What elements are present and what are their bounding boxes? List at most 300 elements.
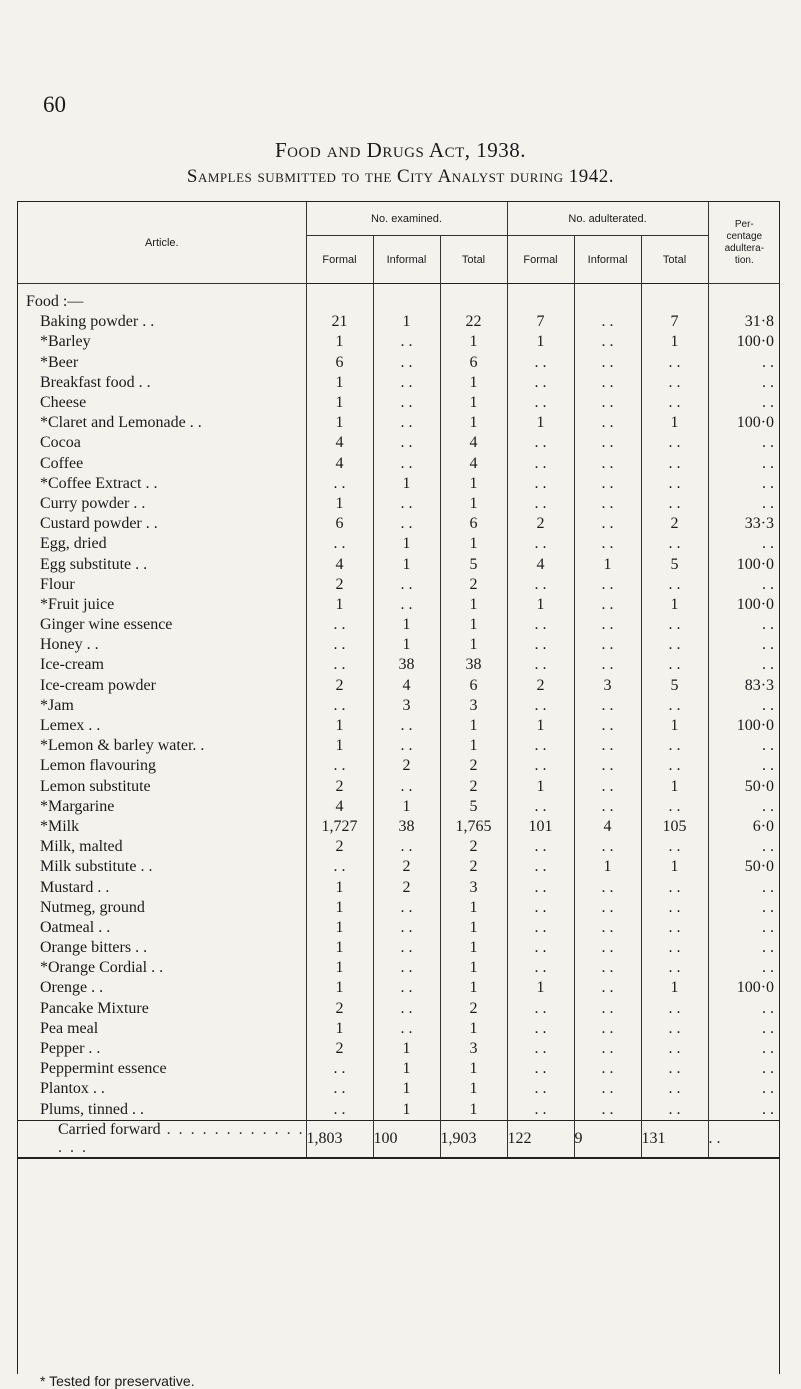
row-ad-formal: . .: [507, 655, 574, 675]
row-ex-informal: 1: [373, 797, 440, 817]
table-row: [18, 676, 780, 696]
row-ex-total: 1: [440, 393, 507, 413]
total-ex-total: 1,903: [440, 1120, 507, 1158]
header-adulterated-total: Total: [641, 236, 708, 284]
row-article: Honey . .: [18, 635, 306, 655]
row-ad-informal: . .: [574, 999, 641, 1019]
row-article: Lemex . .: [18, 716, 306, 736]
section-row: [18, 284, 780, 313]
row-ex-formal: . .: [306, 1079, 373, 1099]
row-ad-formal: . .: [507, 635, 574, 655]
row-percentage: . .: [762, 373, 775, 391]
row-ad-formal: 1: [507, 978, 574, 998]
row-ad-total: 5: [641, 554, 708, 574]
table-row: [18, 837, 780, 857]
row-ad-informal: . .: [574, 958, 641, 978]
row-ad-informal: . .: [574, 413, 641, 433]
row-percentage: . .: [762, 797, 775, 815]
row-ad-total: . .: [641, 1019, 708, 1039]
row-article: *Claret and Lemonade . .: [18, 413, 306, 433]
row-ex-formal: 1: [306, 373, 373, 393]
row-article: Orange bitters . .: [18, 938, 306, 958]
row-ad-informal: . .: [574, 716, 641, 736]
row-ex-total: 4: [440, 454, 507, 474]
header-percentage-line: tion.: [734, 254, 754, 266]
row-percentage: . .: [762, 1100, 775, 1118]
row-ad-informal: . .: [574, 938, 641, 958]
row-ex-informal: . .: [373, 575, 440, 595]
row-ex-informal: . .: [373, 978, 440, 998]
row-ad-informal: . .: [574, 898, 641, 918]
row-ad-total: . .: [641, 474, 708, 494]
row-ad-informal: . .: [574, 756, 641, 776]
row-percentage: . .: [762, 494, 775, 512]
row-ex-informal: 1: [373, 474, 440, 494]
row-ex-formal: 2: [306, 1039, 373, 1059]
row-ad-total: . .: [641, 918, 708, 938]
header-percentage-line: centage: [726, 230, 763, 242]
row-ex-total: 1,765: [440, 817, 507, 837]
table-row: [18, 655, 780, 675]
table-row: [18, 312, 780, 332]
row-article: Plums, tinned . .: [18, 1100, 306, 1121]
row-ad-informal: . .: [574, 494, 641, 514]
table-row: [18, 999, 780, 1019]
row-article: Pancake Mixture: [18, 999, 306, 1019]
row-ex-informal: . .: [373, 454, 440, 474]
row-ex-formal: 6: [306, 514, 373, 534]
row-ex-total: 1: [440, 494, 507, 514]
row-ad-informal: . .: [574, 474, 641, 494]
row-ad-informal: . .: [574, 736, 641, 756]
row-ex-informal: 2: [373, 877, 440, 897]
table-row: [18, 777, 780, 797]
row-ex-formal: 4: [306, 433, 373, 453]
row-ex-informal: 1: [373, 534, 440, 554]
row-ex-formal: 1: [306, 1019, 373, 1039]
table-row: [18, 1059, 780, 1079]
row-ad-total: . .: [641, 1039, 708, 1059]
row-article: Plantox . .: [18, 1079, 306, 1099]
row-ad-total: 1: [641, 413, 708, 433]
row-ad-informal: . .: [574, 1079, 641, 1099]
row-ex-informal: . .: [373, 373, 440, 393]
row-ex-informal: . .: [373, 393, 440, 413]
table-row: [18, 1039, 780, 1059]
table-row: [18, 474, 780, 494]
table-row: [18, 716, 780, 736]
row-percentage: . .: [762, 636, 775, 654]
row-article: Milk substitute . .: [18, 857, 306, 877]
row-ad-total: . .: [641, 373, 708, 393]
row-ex-formal: 1: [306, 716, 373, 736]
row-ad-informal: . .: [574, 615, 641, 635]
row-ex-total: 1: [440, 736, 507, 756]
table-row: [18, 898, 780, 918]
row-ad-informal: . .: [574, 312, 641, 332]
row-ad-formal: . .: [507, 575, 574, 595]
table-row: [18, 877, 780, 897]
row-article: Custard powder . .: [18, 514, 306, 534]
row-ex-total: 5: [440, 554, 507, 574]
header-examined-informal: Informal: [373, 236, 440, 284]
row-ex-informal: 38: [373, 655, 440, 675]
row-article: Orenge . .: [18, 978, 306, 998]
row-ad-formal: . .: [507, 615, 574, 635]
row-ad-total: . .: [641, 494, 708, 514]
row-ad-total: . .: [641, 1059, 708, 1079]
row-article: Baking powder . .: [18, 312, 306, 332]
row-ad-total: . .: [641, 898, 708, 918]
header-examined: No. examined.: [306, 202, 507, 236]
row-ad-total: . .: [641, 797, 708, 817]
row-ex-formal: 1: [306, 898, 373, 918]
row-ad-formal: . .: [507, 1100, 574, 1121]
row-ad-formal: . .: [507, 1039, 574, 1059]
row-ex-total: 1: [440, 534, 507, 554]
row-article: *Lemon & barley water. .: [18, 736, 306, 756]
row-ex-informal: . .: [373, 938, 440, 958]
row-article: Ice-cream: [18, 655, 306, 675]
row-ex-informal: 1: [373, 1100, 440, 1121]
row-ad-total: . .: [641, 393, 708, 413]
row-percentage: . .: [762, 838, 775, 856]
row-ex-formal: 1: [306, 494, 373, 514]
row-ad-formal: . .: [507, 393, 574, 413]
row-article: *Jam: [18, 696, 306, 716]
table-row: [18, 554, 780, 574]
total-ad-formal: 122: [507, 1120, 574, 1158]
row-ad-total: . .: [641, 837, 708, 857]
total-ex-informal: 100: [373, 1120, 440, 1158]
row-article: Ice-cream powder: [18, 676, 306, 696]
row-ad-informal: . .: [574, 373, 641, 393]
row-ex-formal: 21: [306, 312, 373, 332]
row-ex-total: 6: [440, 676, 507, 696]
row-ex-total: 38: [440, 655, 507, 675]
row-article: Ginger wine essence: [18, 615, 306, 635]
row-ex-formal: 1: [306, 413, 373, 433]
table-row: [18, 797, 780, 817]
row-article: Nutmeg, ground: [18, 898, 306, 918]
table-row: [18, 1019, 780, 1039]
row-ex-formal: 1: [306, 595, 373, 615]
header-adulterated-informal: Informal: [574, 236, 641, 284]
row-ex-formal: 2: [306, 999, 373, 1019]
row-ad-total: 1: [641, 716, 708, 736]
row-article: Cheese: [18, 393, 306, 413]
row-percentage: . .: [762, 616, 775, 634]
row-ad-total: . .: [641, 534, 708, 554]
row-ad-informal: . .: [574, 353, 641, 373]
table-row: [18, 353, 780, 373]
row-article: *Coffee Extract . .: [18, 474, 306, 494]
row-ex-informal: . .: [373, 494, 440, 514]
row-ex-total: 1: [440, 1059, 507, 1079]
row-ad-formal: . .: [507, 433, 574, 453]
row-ad-total: . .: [641, 696, 708, 716]
row-ad-informal: . .: [574, 655, 641, 675]
row-ad-total: . .: [641, 454, 708, 474]
carried-forward-row: [18, 1120, 780, 1158]
row-percentage: 100·0: [736, 555, 775, 573]
row-article: *Beer: [18, 353, 306, 373]
table-row: [18, 918, 780, 938]
row-percentage: 100·0: [736, 414, 775, 432]
row-ad-informal: . .: [574, 393, 641, 413]
row-ex-informal: . .: [373, 777, 440, 797]
row-ex-total: 3: [440, 877, 507, 897]
table-row: [18, 696, 780, 716]
row-ex-total: 1: [440, 918, 507, 938]
row-percentage: . .: [762, 696, 775, 714]
row-ex-formal: 1: [306, 877, 373, 897]
row-ad-informal: . .: [574, 877, 641, 897]
page-number: 60: [43, 92, 66, 117]
row-ex-informal: 3: [373, 696, 440, 716]
row-ex-informal: . .: [373, 736, 440, 756]
row-ad-formal: 2: [507, 514, 574, 534]
table-row: [18, 736, 780, 756]
row-ad-total: . .: [641, 635, 708, 655]
table-row: [18, 958, 780, 978]
row-ad-formal: . .: [507, 534, 574, 554]
row-ad-formal: . .: [507, 857, 574, 877]
row-ad-informal: . .: [574, 1039, 641, 1059]
row-ad-formal: . .: [507, 1059, 574, 1079]
row-ad-informal: . .: [574, 777, 641, 797]
row-ad-total: 1: [641, 332, 708, 352]
row-ex-formal: . .: [306, 857, 373, 877]
table-row: [18, 332, 780, 352]
row-percentage: 31·8: [744, 313, 775, 331]
row-ad-informal: . .: [574, 332, 641, 352]
table-row: [18, 1079, 780, 1099]
row-percentage: . .: [762, 454, 775, 472]
row-ex-informal: . .: [373, 413, 440, 433]
row-percentage: . .: [762, 1040, 775, 1058]
row-ex-formal: 4: [306, 797, 373, 817]
row-ad-formal: . .: [507, 696, 574, 716]
row-article: Milk, malted: [18, 837, 306, 857]
row-ad-formal: . .: [507, 999, 574, 1019]
row-ex-formal: 2: [306, 676, 373, 696]
row-ad-informal: . .: [574, 837, 641, 857]
row-ex-informal: 1: [373, 1059, 440, 1079]
row-ad-total: . .: [641, 1100, 708, 1121]
row-ad-formal: 2: [507, 676, 574, 696]
row-ad-informal: . .: [574, 918, 641, 938]
row-article: Cocoa: [18, 433, 306, 453]
row-ad-total: . .: [641, 1079, 708, 1099]
row-percentage: . .: [762, 535, 775, 553]
row-article: *Barley: [18, 332, 306, 352]
row-ad-informal: . .: [574, 635, 641, 655]
header-adulterated-formal: Formal: [507, 236, 574, 284]
row-ad-formal: 101: [507, 817, 574, 837]
table-row: [18, 615, 780, 635]
row-article: Curry powder . .: [18, 494, 306, 514]
row-ex-formal: . .: [306, 1059, 373, 1079]
row-ad-informal: . .: [574, 1059, 641, 1079]
row-percentage: . .: [762, 1080, 775, 1098]
row-ad-total: 1: [641, 978, 708, 998]
row-article: Lemon flavouring: [18, 756, 306, 776]
row-ex-total: 3: [440, 1039, 507, 1059]
row-ex-formal: . .: [306, 474, 373, 494]
row-percentage: 50·0: [744, 777, 775, 795]
row-ex-formal: 1: [306, 978, 373, 998]
row-ad-total: . .: [641, 615, 708, 635]
row-ex-formal: . .: [306, 655, 373, 675]
row-percentage: 6·0: [752, 817, 775, 835]
row-ex-informal: . .: [373, 332, 440, 352]
row-ex-total: 1: [440, 1019, 507, 1039]
row-ex-total: 1: [440, 413, 507, 433]
row-ex-formal: 1: [306, 958, 373, 978]
row-ex-total: 2: [440, 999, 507, 1019]
header-percentage: [708, 202, 780, 284]
row-percentage: 100·0: [736, 595, 775, 613]
total-ad-total: 131: [641, 1120, 708, 1158]
row-ex-informal: . .: [373, 433, 440, 453]
row-ad-informal: . .: [574, 1019, 641, 1039]
row-ex-informal: 2: [373, 857, 440, 877]
row-percentage: 83·3: [744, 676, 775, 694]
row-ad-total: . .: [641, 655, 708, 675]
table-row: [18, 817, 780, 837]
row-ex-total: 1: [440, 938, 507, 958]
table-row: [18, 756, 780, 776]
row-ad-total: . .: [641, 756, 708, 776]
row-article: Lemon substitute: [18, 777, 306, 797]
row-ex-informal: 2: [373, 756, 440, 776]
row-ad-formal: . .: [507, 898, 574, 918]
row-percentage: . .: [762, 939, 775, 957]
row-percentage: . .: [762, 918, 775, 936]
table-row: [18, 575, 780, 595]
row-ex-informal: 38: [373, 817, 440, 837]
row-ad-total: 1: [641, 857, 708, 877]
row-article: Coffee: [18, 454, 306, 474]
row-ad-formal: . .: [507, 736, 574, 756]
header-percentage-line: Per-: [734, 218, 754, 230]
row-percentage: . .: [762, 575, 775, 593]
row-ad-total: 2: [641, 514, 708, 534]
row-ex-informal: . .: [373, 1019, 440, 1039]
row-ad-formal: . .: [507, 837, 574, 857]
row-percentage: . .: [762, 898, 775, 916]
row-ex-total: 1: [440, 1079, 507, 1099]
row-percentage: . .: [762, 1019, 775, 1037]
row-ex-informal: . .: [373, 837, 440, 857]
row-ex-total: 1: [440, 332, 507, 352]
row-ex-total: 1: [440, 474, 507, 494]
row-ad-total: 5: [641, 676, 708, 696]
table-row: [18, 454, 780, 474]
row-ex-formal: 4: [306, 454, 373, 474]
row-ad-formal: . .: [507, 494, 574, 514]
row-percentage: 100·0: [736, 333, 775, 351]
row-ad-total: . .: [641, 958, 708, 978]
table-body: [18, 284, 780, 1121]
row-ad-informal: . .: [574, 595, 641, 615]
row-ad-total: . .: [641, 877, 708, 897]
row-ad-formal: . .: [507, 353, 574, 373]
table-row: [18, 413, 780, 433]
row-ex-total: 1: [440, 1100, 507, 1121]
row-ex-total: 2: [440, 857, 507, 877]
row-ad-total: 105: [641, 817, 708, 837]
header-article: Article.: [18, 202, 306, 284]
row-ad-formal: 1: [507, 595, 574, 615]
row-ex-total: 4: [440, 433, 507, 453]
row-ex-formal: . .: [306, 635, 373, 655]
row-article: Flour: [18, 575, 306, 595]
samples-table: [18, 202, 780, 1159]
row-ex-total: 1: [440, 716, 507, 736]
row-ad-total: . .: [641, 575, 708, 595]
row-ex-formal: 2: [306, 837, 373, 857]
page-subtitle: Samples submitted to the City Analyst during 1942.: [186, 166, 615, 187]
row-ex-formal: 4: [306, 554, 373, 574]
row-article: Pepper . .: [18, 1039, 306, 1059]
row-ad-formal: 1: [507, 777, 574, 797]
row-ex-total: 1: [440, 978, 507, 998]
row-ex-total: 3: [440, 696, 507, 716]
row-ex-informal: . .: [373, 595, 440, 615]
row-ad-informal: 3: [574, 676, 641, 696]
row-ad-formal: . .: [507, 938, 574, 958]
row-ex-total: 5: [440, 797, 507, 817]
row-ad-formal: . .: [507, 373, 574, 393]
row-ex-informal: 1: [373, 554, 440, 574]
row-percentage: 50·0: [744, 858, 775, 876]
row-ad-formal: 1: [507, 716, 574, 736]
row-ex-total: 1: [440, 615, 507, 635]
section-label: Food :—: [18, 284, 306, 313]
row-ad-informal: . .: [574, 575, 641, 595]
row-article: Egg substitute . .: [18, 554, 306, 574]
table-row: [18, 857, 780, 877]
row-ex-formal: 2: [306, 575, 373, 595]
row-ad-informal: . .: [574, 514, 641, 534]
row-ex-formal: 1: [306, 736, 373, 756]
table-row: [18, 514, 780, 534]
row-ad-formal: 1: [507, 332, 574, 352]
row-ex-total: 22: [440, 312, 507, 332]
total-pct: . .: [708, 1120, 780, 1158]
table-row: [18, 494, 780, 514]
row-ex-formal: . .: [306, 615, 373, 635]
row-article: Pea meal: [18, 1019, 306, 1039]
header-examined-total: Total: [440, 236, 507, 284]
row-percentage: . .: [762, 656, 775, 674]
table-row: [18, 635, 780, 655]
row-ad-total: . .: [641, 736, 708, 756]
row-percentage: . .: [762, 474, 775, 492]
row-ad-informal: . .: [574, 433, 641, 453]
footnote: * Tested for preservative.: [40, 1373, 195, 1389]
table-row: [18, 1100, 780, 1121]
row-article: *Margarine: [18, 797, 306, 817]
total-ad-informal: 9: [574, 1120, 641, 1158]
total-ex-formal: 1,803: [306, 1120, 373, 1158]
row-ex-formal: . .: [306, 756, 373, 776]
row-ex-informal: 1: [373, 1079, 440, 1099]
row-ad-formal: 4: [507, 554, 574, 574]
row-ad-total: . .: [641, 433, 708, 453]
